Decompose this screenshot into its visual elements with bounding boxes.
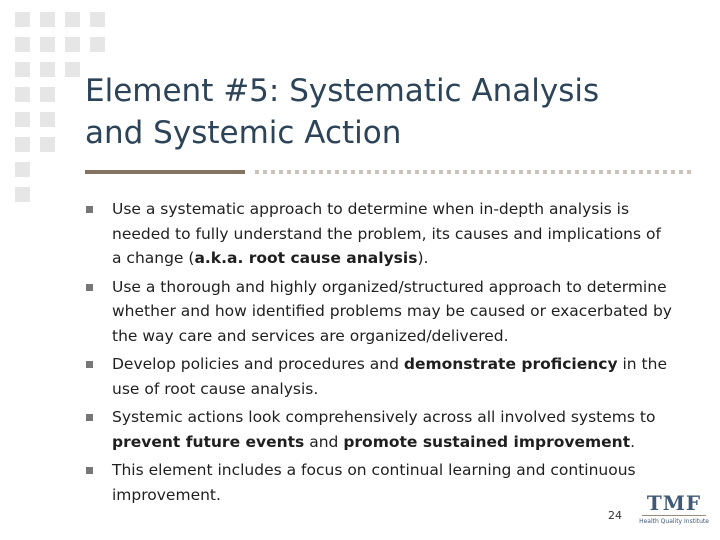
bullet-text: and bbox=[304, 432, 344, 451]
bullet-emphasis: promote sustained improvement bbox=[343, 432, 631, 451]
bullet-item bbox=[85, 352, 675, 401]
decor-square bbox=[15, 187, 30, 202]
bullet-text: Use a thorough and highly organized/structured approach to determine whether and how identified problems may be caused or exacerbated by the way care and services are organized/delivered. bbox=[112, 277, 672, 345]
logo-divider bbox=[642, 515, 706, 516]
bullet-text: This element includes a focus on continual learning and continuous improvement. bbox=[112, 461, 636, 504]
decor-square bbox=[40, 12, 55, 27]
bullet-square-icon bbox=[86, 361, 93, 368]
bullet-list bbox=[85, 197, 675, 511]
bullet-item bbox=[85, 197, 675, 271]
decor-square bbox=[40, 87, 55, 102]
bullet-text: Systemic actions look comprehensively across all involved systems to bbox=[112, 408, 656, 426]
decor-square bbox=[65, 37, 80, 52]
slide-title bbox=[85, 70, 685, 154]
bullet-item bbox=[85, 405, 675, 454]
page-number: 24 bbox=[608, 509, 622, 522]
bullet-square-icon bbox=[86, 284, 93, 291]
bullet-emphasis: prevent future events bbox=[112, 432, 305, 451]
slide-title-line-1: Element #5: Systematic Analysis bbox=[85, 73, 600, 109]
bullet-text: Develop policies and procedures and bbox=[112, 355, 404, 373]
decor-square bbox=[15, 112, 30, 127]
bullet-text: . bbox=[630, 432, 636, 451]
tmf-logo bbox=[638, 492, 710, 532]
bullet-text: in the use of root cause analysis. bbox=[112, 355, 667, 398]
slide-title-line-2: and Systemic Action bbox=[85, 115, 402, 151]
bullet-emphasis: a.k.a. root cause analysis bbox=[194, 249, 418, 267]
decor-square bbox=[40, 112, 55, 127]
decor-square bbox=[40, 62, 55, 77]
decor-square bbox=[40, 137, 55, 152]
decor-square bbox=[15, 162, 30, 177]
bullet-square-icon bbox=[86, 206, 93, 213]
bullet-text: ). bbox=[417, 249, 429, 267]
decor-square bbox=[15, 62, 30, 77]
bullet-item bbox=[85, 275, 675, 349]
decor-square bbox=[15, 37, 30, 52]
decor-square bbox=[15, 12, 30, 27]
decor-square bbox=[90, 37, 105, 52]
decor-square bbox=[40, 37, 55, 52]
logo-mark: TMF bbox=[646, 491, 702, 515]
decor-square bbox=[65, 12, 80, 27]
bullet-item bbox=[85, 458, 675, 507]
title-dotted-rule bbox=[255, 170, 695, 174]
bullet-square-icon bbox=[86, 467, 93, 474]
decor-square bbox=[15, 87, 30, 102]
bullet-emphasis: demonstrate proficiency bbox=[403, 355, 618, 373]
bullet-square-icon bbox=[86, 414, 93, 421]
decor-square bbox=[15, 137, 30, 152]
decor-square bbox=[90, 12, 105, 27]
decor-square bbox=[65, 62, 80, 77]
bullet-text: Use a systematic approach to determine when in-depth analysis is needed to fully understand the problem, its causes and implications of a change ( bbox=[112, 200, 661, 267]
title-underline bbox=[85, 170, 245, 174]
logo-subtitle: Health Quality Institute bbox=[639, 518, 709, 525]
